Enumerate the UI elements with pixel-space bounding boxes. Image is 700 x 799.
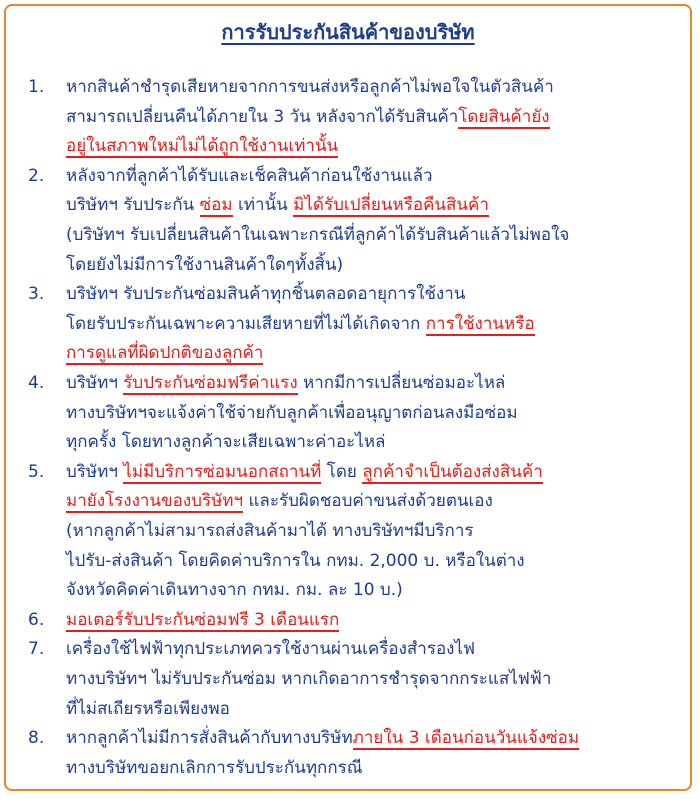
- item-line: [66, 486, 493, 516]
- item-line: [66, 102, 550, 132]
- highlighted-text: มอเตอร์รับประกันซ่อมฟรี 3 เดือนแรก: [66, 609, 340, 630]
- text-segment: เท่านั้น: [232, 195, 294, 216]
- highlighted-text: ไม่มีบริการซ่อมนอกสถานที่: [123, 461, 322, 482]
- highlighted-text: ลูกค้าจำเป็นต้องส่งสินค้า: [362, 461, 543, 482]
- text-segment: เครื่องใช้ไฟฟ้าทุกประเภทควรใช้งานผ่านเครื่องสำรองไฟ: [66, 639, 476, 660]
- highlighted-text: มิได้รับเปลี่ยนหรือคืนสินค้า: [293, 195, 489, 216]
- item-line: [66, 664, 551, 694]
- item-line: [66, 250, 343, 280]
- text-segment: หลังจากที่ลูกค้าได้รับและเช็คสินค้าก่อนใช้งานแล้ว: [66, 165, 433, 186]
- item-number: 1.: [28, 77, 45, 97]
- highlighted-text: ซ่อม: [199, 195, 233, 216]
- highlighted-text: ภายใน 3 เดือนก่อนวันแจ้งซ่อม: [352, 728, 580, 749]
- text-segment: ทางบริษัทขอยกเลิกการรับประกันทุกกรณี: [66, 757, 363, 778]
- item-number: 4.: [28, 373, 45, 393]
- warranty-card: [4, 4, 692, 791]
- item-number: 6.: [28, 609, 45, 630]
- text-segment: ทางบริษัทฯจะแจ้งค่าใช้จ่ายกับลูกค้าเพื่ออนุญาตก่อนลงมือซ่อม: [66, 402, 518, 423]
- item-line: [66, 72, 554, 102]
- text-segment: และรับผิดชอบค่าขนส่งด้วยตนเอง: [243, 491, 493, 512]
- item-line: [66, 131, 338, 161]
- highlighted-text: มายังโรงงานของบริษัทฯ: [66, 491, 244, 512]
- item-line: [66, 190, 489, 220]
- item-number: 3.: [28, 284, 45, 305]
- item-number: 7.: [28, 639, 45, 660]
- text-segment: โดย: [321, 461, 363, 482]
- item-line: [66, 427, 385, 457]
- text-segment: ทางบริษัทฯ ไม่รับประกันซ่อม หากเกิดอาการชำรุดจากกระแสไฟฟ้า: [66, 669, 552, 689]
- item-line: [66, 634, 475, 664]
- highlighted-text: การดูแลที่ผิดปกติของลูกค้า: [66, 343, 264, 364]
- text-segment: หากมีการเปลี่ยนซ่อมอะไหล่: [297, 373, 506, 393]
- highlighted-text: โดยสินค้ายัง: [458, 106, 550, 127]
- text-segment: บริษัทฯ: [66, 461, 124, 482]
- item-line: [66, 694, 230, 724]
- text-segment: หากลูกค้าไม่มีการสั่งสินค้ากับทางบริษัท: [66, 728, 353, 749]
- text-segment: ไปรับ-ส่งสินค้า โดยคิดค่าบริการใน กทม. 2,000 บ. หรือในต่าง: [66, 550, 525, 571]
- text-segment: ที่ไม่สเถียรหรือเพียงพอ: [66, 698, 230, 719]
- item-line: [66, 368, 505, 398]
- item-line: [66, 546, 525, 576]
- highlighted-text: รับประกันซ่อมฟรีค่าแรง: [123, 373, 298, 393]
- item-line: [66, 605, 339, 635]
- text-segment: บริษัทฯ รับประกัน: [66, 195, 200, 216]
- item-line: [66, 575, 403, 605]
- text-segment: (บริษัทฯ รับเปลี่ยนสินค้าในเฉพาะกรณีที่ลูกค้าได้รับสินค้าแล้วไม่พอใจ: [66, 225, 570, 245]
- item-line: [66, 161, 433, 191]
- text-segment: จังหวัดคิดค่าเดินทางจาก กทม. กม. ละ 10 บ.): [66, 580, 403, 601]
- text-segment: โดยยังไม่มีการใช้งานสินค้าใดๆทั้งสิ้น): [66, 254, 344, 275]
- item-line: [66, 723, 579, 753]
- item-line: [66, 457, 543, 487]
- item-line: [66, 753, 363, 783]
- item-line: [66, 338, 263, 368]
- highlighted-text: การใช้งานหรือ: [425, 313, 535, 334]
- text-segment: โดยรับประกันเฉพาะความเสียหายที่ไม่ได้เกิดจาก: [66, 313, 426, 334]
- item-number: 2.: [28, 165, 45, 186]
- item-line: [66, 279, 465, 309]
- text-segment: (หากลูกค้าไม่สามารถส่งสินค้ามาได้ ทางบริษัทฯมีบริการ: [66, 521, 474, 541]
- text-segment: บริษัทฯ: [66, 373, 124, 393]
- item-line: [66, 309, 535, 339]
- highlighted-text: อยู่ในสภาพใหม่ไม่ได้ถูกใช้งานเท่านั้น: [66, 136, 339, 157]
- page-title: การรับประกันสินค้าของบริษัท: [221, 20, 475, 44]
- item-line: [66, 398, 518, 428]
- text-segment: สามารถเปลี่ยนคืนได้ภายใน 3 วัน หลังจากได้รับสินค้า: [66, 106, 459, 127]
- item-line: [66, 516, 474, 546]
- item-number: 5.: [28, 461, 45, 482]
- item-line: [66, 220, 569, 250]
- text-segment: หากสินค้าชำรุดเสียหายจากการขนส่งหรือลูกค้าไม่พอใจในตัวสินค้า: [66, 77, 554, 97]
- item-number: 8.: [28, 728, 45, 749]
- text-segment: บริษัทฯ รับประกันซ่อมสินค้าทุกชิ้นตลอดอายุการใช้งาน: [66, 284, 466, 305]
- text-segment: ทุกครั้ง โดยทางลูกค้าจะเสียเฉพาะค่าอะไหล่: [66, 432, 386, 453]
